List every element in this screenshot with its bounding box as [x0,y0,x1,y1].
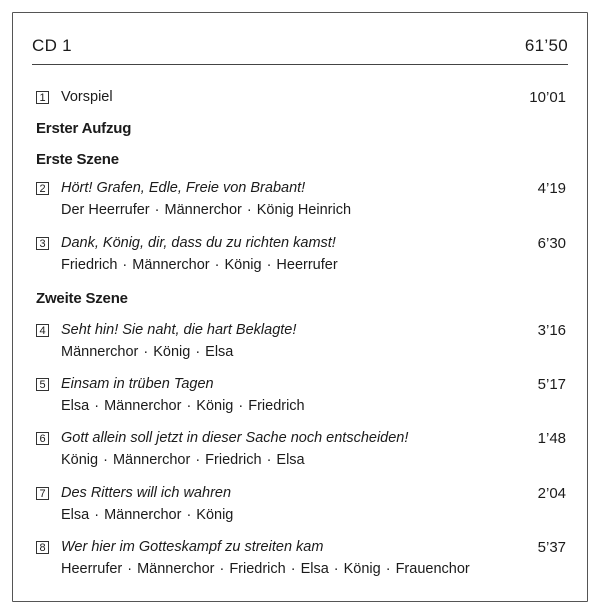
cast-separator: · [385,561,391,577]
track-title: Gott allein soll jetzt in dieser Sache noch entscheiden! [61,430,409,446]
cast-member: Männerchor [164,202,242,218]
cast-member: Männerchor [112,452,191,468]
track-title: Wer hier im Gotteskampf zu streiten kam [61,539,324,555]
track-1 [36,86,572,108]
cast-separator: · [186,507,192,523]
track-duration: 5’37 [537,538,566,556]
cast-separator: · [219,561,225,577]
track-title: Hört! Grafen, Edle, Freie von Brabant! [61,180,306,196]
track-number: 7 [36,487,49,500]
cast-separator: · [195,344,201,360]
cast-member: König [196,507,234,523]
track-number: 5 [36,378,49,391]
cast-separator: · [127,561,133,577]
track-cast [61,395,572,417]
cast-member: Friedrich [229,561,286,577]
cast-separator: · [266,257,272,273]
track-duration: 2’04 [537,484,566,502]
cast-separator: · [333,561,339,577]
cast-member: Männerchor [61,344,139,360]
cast-member: Männerchor [104,398,182,414]
track-cast [61,341,572,363]
track-duration: 3’16 [537,321,566,339]
act-heading: Erster Aufzug [36,120,132,137]
cast-member: Heerrufer [61,561,123,577]
track-2 [36,177,572,221]
scene-heading: Zweite Szene [36,290,128,307]
track-5 [36,373,572,417]
cast-member: Friedrich [61,257,118,273]
track-duration: 1’48 [537,429,566,447]
cast-separator: · [238,398,244,414]
cast-member: Frauenchor [395,561,470,577]
cast-member: Elsa [205,344,234,360]
track-3 [36,232,572,276]
cast-separator: · [290,561,296,577]
cast-separator: · [186,398,192,414]
cast-member: König [224,257,262,273]
cast-member: Heerrufer [276,257,338,273]
track-number: 8 [36,541,49,554]
cast-member: Friedrich [248,398,305,414]
cast-separator: · [143,344,149,360]
cast-member: Männerchor [104,507,182,523]
cast-separator: · [154,202,160,218]
track-cast [61,449,572,471]
scene-heading: Erste Szene [36,151,119,168]
cast-member: Elsa [276,452,305,468]
track-duration: 6’30 [537,234,566,252]
track-4 [36,319,572,363]
cast-member: Elsa [300,561,329,577]
track-cast [61,199,572,221]
cast-separator: · [94,398,100,414]
track-number: 3 [36,237,49,250]
cd-header [32,36,568,65]
cast-separator: · [246,202,252,218]
track-title: Des Ritters will ich wahren [61,485,232,501]
cd-label: CD 1 [32,36,72,55]
cast-separator: · [214,257,220,273]
cast-member: Elsa [61,507,90,523]
cast-separator: · [122,257,128,273]
cast-member: Männerchor [137,561,215,577]
cast-member: König [196,398,234,414]
track-number: 4 [36,324,49,337]
track-cast [61,504,572,526]
cast-member: Männerchor [132,257,210,273]
track-6 [36,427,572,471]
track-number: 1 [36,91,49,104]
cast-member: König [153,344,191,360]
cd-total-duration: 61’50 [524,36,568,55]
cast-member: König Heinrich [256,202,352,218]
track-duration: 5’17 [537,375,566,393]
track-number: 6 [36,432,49,445]
track-title: Vorspiel [61,89,113,105]
track-8 [36,536,572,580]
track-duration: 10’01 [529,88,566,106]
track-title: Einsam in trüben Tagen [61,376,214,392]
cast-member: König [343,561,381,577]
cast-separator: · [94,507,100,523]
cast-member: König [61,452,99,468]
cast-separator: · [195,452,201,468]
track-cast [61,558,572,580]
cast-member: Elsa [61,398,90,414]
track-title: Seht hin! Sie naht, die hart Beklagte! [61,322,297,338]
cast-member: Der Heerrufer [61,202,150,218]
cast-separator: · [266,452,272,468]
track-duration: 4’19 [537,179,566,197]
track-7 [36,482,572,526]
track-title: Dank, König, dir, dass du zu richten kamst! [61,235,336,251]
cast-member: Friedrich [205,452,262,468]
track-cast [61,254,572,276]
track-number: 2 [36,182,49,195]
cast-separator: · [103,452,108,468]
